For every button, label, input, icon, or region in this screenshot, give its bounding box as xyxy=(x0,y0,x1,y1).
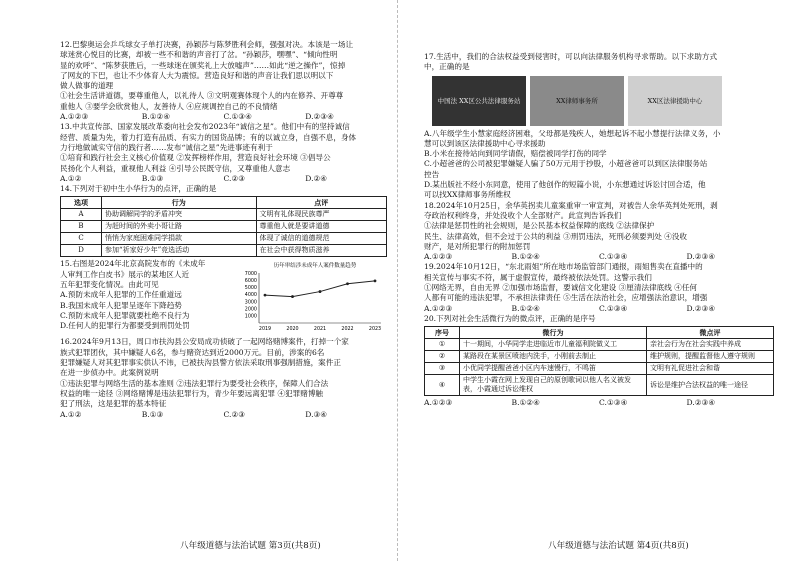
y-tick-label: 7000 xyxy=(244,272,257,278)
q13-line: 13.中共宣传部、国家发展改革委向社会发布2023年“诚信之星”。他们中有的坚持诚信 xyxy=(60,122,350,132)
q13-line: 力行地做诚实守信的践行者……发布“诚信之星”先进事迹有利于 xyxy=(60,142,273,152)
option-a: A.①②③ xyxy=(424,252,453,262)
table-cell: B xyxy=(61,221,102,233)
q13-line: 经营、质量为先，着力打造有品质、有实力的国货品牌；有的以诚立身，自强不息，身体 xyxy=(60,132,357,142)
page-footer: 八年级道德与法治试题 第3页(共8页) xyxy=(180,541,321,551)
table-cell: D xyxy=(61,245,102,257)
q16-statement: 犯了刑法，这是犯罪的基本特征 xyxy=(60,399,167,409)
q14-title: 14.下列对于初中生小华行为的点评，正确的是 xyxy=(60,184,217,194)
question-18 xyxy=(424,201,774,263)
option-b: B.①②④ xyxy=(141,112,171,122)
option-d: D.③④ xyxy=(305,409,328,419)
data-point xyxy=(291,296,294,299)
table-row xyxy=(425,351,774,363)
option-b: B.①②④ xyxy=(511,252,540,262)
table-cell: 维护规则，提醒监督他人遵守规则 xyxy=(647,351,774,363)
table-cell: ② xyxy=(425,351,460,363)
table-row xyxy=(425,339,774,351)
table-cell: 十一期间，小华同学走进临近市儿童福利院做义工 xyxy=(460,339,647,351)
table-header: 点评 xyxy=(256,197,387,209)
table-cell: ④ xyxy=(425,375,460,396)
table-row xyxy=(61,245,387,257)
q13-statement: ①培育和践行社会主义核心价值观 ②发挥榜样作用，营造良好社会环境 ③倡导公 xyxy=(60,153,331,163)
q17-choice: D.某出版社不经小东同意，使用了他创作的短篇小说，小东想通过诉讼讨回合适，他 xyxy=(424,180,706,190)
option-a: A.①② xyxy=(60,173,82,183)
table-cell: 为赶时间的外卖小哥让路 xyxy=(102,221,257,233)
x-tick-label: 2022 xyxy=(341,327,354,333)
data-point xyxy=(319,291,322,294)
table-cell: 文明有礼体现民族尊严 xyxy=(256,209,387,221)
q16-line: 16.2024年9月13日，周口市扶沟县公安局成功侦破了一起网络赌博案件，打掉一个家 xyxy=(60,337,349,347)
question-14 xyxy=(60,184,387,257)
table-cell: 体现了诚信的道德规范 xyxy=(256,233,387,245)
page-4 xyxy=(397,0,794,561)
q16-statement: ①违法犯罪与网络生活的基本准则 ②违法犯罪行为要受社会秩序，保障人们合法 xyxy=(60,378,329,388)
table-header: 选项 xyxy=(61,197,102,209)
q12-statement: 重他人 ③要学会欣赏他人，友善待人 ④应规调控自己的不良情绪 xyxy=(60,101,278,111)
x-tick-label: 2023 xyxy=(368,327,382,333)
option-a: A.①②③ xyxy=(60,112,89,122)
question-16 xyxy=(60,337,387,419)
q15-choice: D.任何人的犯罪行为都要受到刑罚处罚 xyxy=(60,321,190,331)
q12-line: 显的欢呼”、“陈梦获胜后，一些球迷在颁奖礼上大放嘘声”……如此“逆之操作”，惊掉 xyxy=(60,60,346,70)
question-15 xyxy=(60,259,387,337)
q16-line: 犯罪嫌疑人对其犯罪事实供认不讳，已被扶沟县警方依法采取刑事强制措施，案件正 xyxy=(60,358,341,368)
photo-law-firm: XX律师事务所 xyxy=(530,76,624,126)
chart-title: 历年审结涉未成年人案件数量趋势 xyxy=(273,263,357,270)
option-c: C.①③④ xyxy=(599,252,628,262)
q16-line: 在进一步侦办中。此案例说明 xyxy=(60,368,159,378)
option-d: D.②④ xyxy=(305,173,328,183)
table-header: 行为 xyxy=(102,197,257,209)
q17-line: 17.生活中，我们的合法权益受到侵害时，可以向法律服务机构寻求帮助。以下求助方式 xyxy=(424,52,718,61)
option-a: A.①②③ xyxy=(424,303,453,313)
q12-line: 了网友的下巴，也让不少体育人大为震惊。营造良好和谐的声音让我们思以明以下 xyxy=(60,70,334,80)
q17-photos xyxy=(432,76,774,126)
question-20 xyxy=(424,314,774,409)
y-tick-label: 4000 xyxy=(244,293,257,299)
q19-statement: ①网络无界，自由无界 ②加强市场监督，要诚信文化建设 ③厘清法律底线 ④任何 xyxy=(424,283,698,293)
table-header: 微点评 xyxy=(647,327,774,339)
q12-options xyxy=(60,112,387,122)
q17-choice: 慧可以到该区法律援助中心寻求援助 xyxy=(424,138,546,148)
table-cell: 小优同学提醒爸爸小区内车速慢行，不鸣笛 xyxy=(460,363,647,375)
x-tick-label: 2021 xyxy=(313,327,327,333)
table-header: 微行为 xyxy=(460,327,647,339)
table-row xyxy=(61,209,387,221)
question-13 xyxy=(60,122,387,184)
q13-statement: 民扬化个人利益，重视他人利益 ④引导公民既守信，又尊重他人意志 xyxy=(60,163,291,173)
q15-choice: C.预防未成年人犯罪就要杜绝不良行为 xyxy=(60,310,190,320)
photo-legal-service-station: 中国法 XX区公共法律服务站 xyxy=(432,76,526,126)
table-cell: 协助调解同学的矛盾冲突 xyxy=(102,209,257,221)
option-b: B.①③ xyxy=(141,409,164,419)
q17-choice: C.小超爸爸的公司被犯罪嫌疑人骗了50万元用于抄股，小超爸爸可以到区法律服务站 xyxy=(424,159,708,169)
option-c: C.②③ xyxy=(223,409,246,419)
option-c: C.①③④ xyxy=(223,112,252,122)
q18-options xyxy=(424,252,774,262)
option-c: C.②③ xyxy=(223,173,246,183)
option-d: D.②③④ xyxy=(686,398,716,408)
q18-statement: 民生、法律高效，但不会过于公共的利益 ③刑罚违法，死刑必须要判处 ④没收 xyxy=(424,231,688,241)
table-cell: 诉讼是维护合法权益的唯一途径 xyxy=(647,375,774,396)
data-point xyxy=(346,283,349,286)
q19-statement: 人都有可能的违法犯罪，不承担法律责任 ⑤生活在法治社会，应增强法治意识，增强 xyxy=(424,293,708,303)
q18-line: 夺政治权利终身，并处没收个人全部财产。此宣判告诉我们 xyxy=(424,210,622,220)
q12-line: 12.巴黎奥运会乒乓球女子单打决赛，孙颖莎与陈梦胜利会师，强强对决。本该是一场让 xyxy=(60,40,354,49)
q15-chart xyxy=(235,259,387,337)
page-footer: 八年级道德与法治试题 第4页(共8页) xyxy=(548,541,689,551)
q18-statement: ①法律是惩罚性的社会规则，是公民基本权益保障的底线 ②法律保护 xyxy=(424,221,655,231)
q14-table xyxy=(60,196,387,257)
q17-line: 中，正确的是 xyxy=(424,62,470,72)
table-cell: 尊重他人就是要讲道德 xyxy=(256,221,387,233)
table-cell: 亲社会行为在社会实践中养成 xyxy=(647,339,774,351)
q13-options xyxy=(60,174,387,184)
q16-line: 族式犯罪团伙，其中嫌疑人6名，参与赌资达到近2000万元。目前，涉案的6名 xyxy=(60,347,325,357)
table-cell: 中学生小霞在网上发现自己的原创歌词以他人名义被发表，小霞通过诉讼维权 xyxy=(460,375,647,396)
q18-line: 18.2024年10月25日，余华英拐卖儿童案重审一审宣判，对被告人余华英判处死刑，剥 xyxy=(424,200,718,210)
table-row xyxy=(61,221,387,233)
question-17 xyxy=(424,52,774,201)
data-point xyxy=(374,280,377,283)
y-tick-label: 5000 xyxy=(244,286,257,292)
q17-choice: 控告 xyxy=(424,169,440,179)
option-b: B.①②④ xyxy=(511,398,540,408)
y-tick-label: 1000 xyxy=(244,315,257,321)
option-d: D.②③④ xyxy=(686,252,716,262)
option-d: D.②③④ xyxy=(686,303,716,313)
q15-choice: B.我国未成年人犯罪呈逐年下降趋势 xyxy=(60,300,182,310)
q17-choice: A.八年级学生小慧家庭经济困难，父母都是残疾人，她想起诉不起小慧提行法律义务，小 xyxy=(424,128,721,138)
q15-line: 15.右图是2024年北京高院发布的《未成年 xyxy=(60,259,206,269)
option-c: C.①③④ xyxy=(599,398,628,408)
y-tick-label: 3000 xyxy=(244,300,257,306)
table-header: 序号 xyxy=(425,327,460,339)
q12-line: 球迷赏心悦目的比赛，却被一些不和谐的声音打了岔。“孙颖莎，嘿嘿”、“倾向性明 xyxy=(60,50,338,60)
q20-title: 20.下列对社会生活微行为的微点评，正确的是序号 xyxy=(424,313,596,323)
question-12 xyxy=(60,40,387,122)
option-a: A.①② xyxy=(60,409,82,419)
y-tick-label: 6000 xyxy=(244,279,257,285)
q18-statement: 财产，是对所犯罪行的附加惩罚 xyxy=(424,241,531,251)
question-19 xyxy=(424,262,774,313)
q12-line: 做人做事的道理 xyxy=(60,81,114,91)
q15-choice: A.预防未成年人犯罪的工作任重道远 xyxy=(60,290,182,300)
option-d: D.②③④ xyxy=(305,112,334,122)
table-cell: A xyxy=(61,209,102,221)
table-cell: ③ xyxy=(425,363,460,375)
line-chart xyxy=(235,259,387,333)
table-row xyxy=(425,375,774,396)
q19-line: 相关宣传与事实不符，属于虚假宣传，最终被依法处罚。这警示我们 xyxy=(424,272,652,282)
q20-table xyxy=(424,326,774,396)
q12-statement: ①社会生活讲道德，要尊重他人，以礼待人 ③文明观赛体现个人的内在修养、开尊尊 xyxy=(60,91,344,101)
table-cell: 悄悄为家庭困难同学捐款 xyxy=(102,233,257,245)
table-cell: 参加“祈家好少年”竞选活动 xyxy=(102,245,257,257)
q15-line: 五年犯罪变化情况。由此可见 xyxy=(60,280,159,290)
table-cell: 在社会中获得物质滋养 xyxy=(256,245,387,257)
q19-line: 19.2024年10月12日，“东北雨姐”所在地市场监管部门通报，雨姐售卖在直播中的 xyxy=(424,262,703,272)
option-b: B.①③ xyxy=(141,173,164,183)
option-c: C.①③④ xyxy=(599,303,628,313)
x-tick-label: 2019 xyxy=(258,327,272,333)
table-row xyxy=(61,233,387,245)
option-b: B.①②④ xyxy=(511,303,540,313)
data-point xyxy=(264,294,267,297)
table-cell: ① xyxy=(425,339,460,351)
series-line xyxy=(265,281,375,297)
table-cell: C xyxy=(61,233,102,245)
x-tick-label: 2020 xyxy=(286,327,299,333)
photo-legal-aid-center: XX区法律援助中心 xyxy=(628,76,722,126)
q19-options xyxy=(424,304,774,314)
q17-choice: B.小米在接待站向到同学请假，赔偿被同学打伤的同学 xyxy=(424,149,607,159)
y-tick-label: 2000 xyxy=(244,307,257,313)
q20-options xyxy=(424,398,774,408)
q16-options xyxy=(60,410,387,420)
q15-line: 人审判工作白皮书》展示的某地区人近 xyxy=(60,269,190,279)
table-cell: 某路段在某景区喷池内洗手，小刚前去制止 xyxy=(460,351,647,363)
table-row xyxy=(425,363,774,375)
table-cell: 文明有礼促进社会和谐 xyxy=(647,363,774,375)
q17-choice: 可以找XX律师事务所维权 xyxy=(424,190,511,200)
option-a: A.①②③ xyxy=(424,398,453,408)
q16-statement: 权益的唯一途径 ③网络赌博是违法犯罪行为，青少年要远离犯罪 ④犯罪赌博触 xyxy=(60,388,324,398)
